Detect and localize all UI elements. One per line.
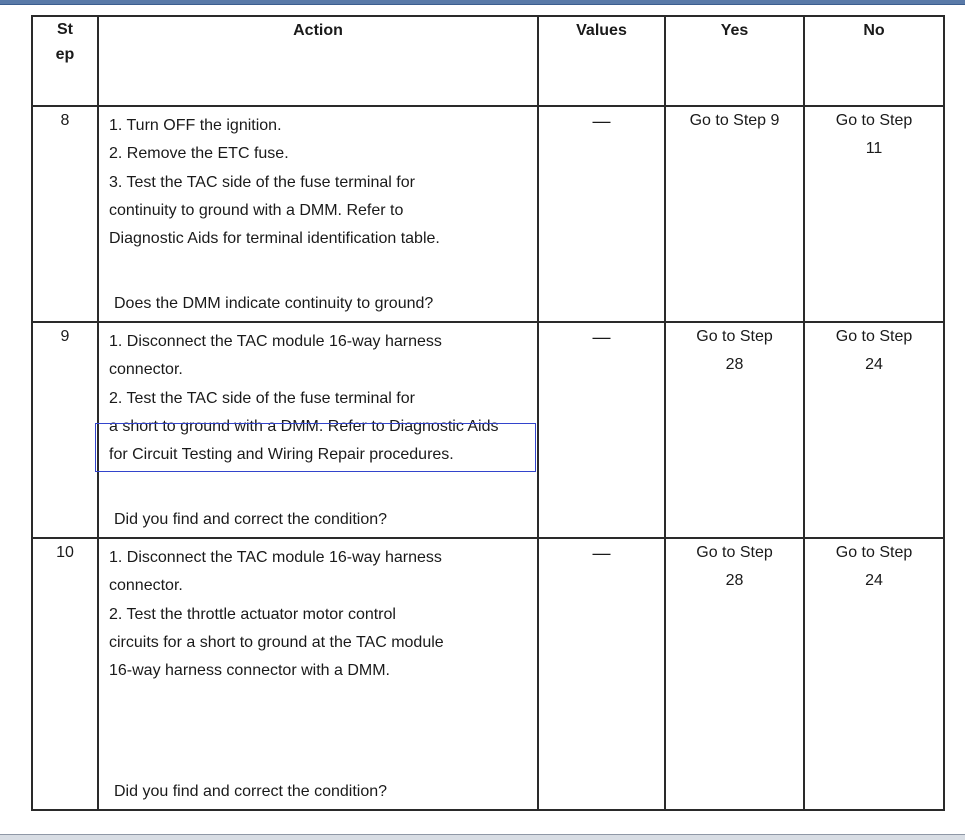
window-top-border xyxy=(0,0,965,5)
action-question: Did you find and correct the condition? xyxy=(114,782,388,800)
action-question: Did you find and correct the condition? xyxy=(114,510,388,528)
action-steps xyxy=(99,539,537,685)
yes-cell xyxy=(665,538,804,810)
values-cell: — xyxy=(538,322,665,538)
action-line: 2. Test the throttle actuator motor control xyxy=(109,605,396,623)
no-line: Go to Step xyxy=(835,328,913,345)
action-line: 3. Test the TAC side of the fuse terminal for xyxy=(109,173,415,191)
yes-cell xyxy=(665,322,804,538)
yes-cell xyxy=(665,106,804,322)
values-cell: — xyxy=(538,538,665,810)
action-line: for Circuit Testing and Wiring Repair procedures. xyxy=(109,446,454,464)
action-steps xyxy=(99,323,537,469)
no-line: 24 xyxy=(865,572,883,590)
yes-line: Go to Step xyxy=(696,328,773,345)
action-line: connector. xyxy=(109,577,183,595)
action-line: Diagnostic Aids for terminal identification table. xyxy=(109,230,440,248)
step-number: 8 xyxy=(32,106,98,322)
diagnostic-table xyxy=(31,15,945,811)
header-no: No xyxy=(804,16,944,106)
action-line: 1. Turn OFF the ignition. xyxy=(109,117,282,134)
no-cell xyxy=(804,538,944,810)
window-bottom-border xyxy=(0,834,965,840)
header-action: Action xyxy=(98,16,538,106)
table-row xyxy=(32,322,944,538)
step-number: 10 xyxy=(32,538,98,810)
no-line: 24 xyxy=(865,356,883,374)
action-line: a short to ground with a DMM. Refer to Diagnostic Aids xyxy=(109,417,499,435)
action-line: 16-way harness connector with a DMM. xyxy=(109,662,390,680)
no-cell xyxy=(804,106,944,322)
table-header-row xyxy=(32,16,944,106)
action-line: 1. Disconnect the TAC module 16-way harness xyxy=(109,549,442,566)
yes-line: Go to Step 9 xyxy=(689,112,780,129)
yes-line: 28 xyxy=(725,356,744,374)
header-values: Values xyxy=(538,16,665,106)
action-question: Does the DMM indicate continuity to ground? xyxy=(114,294,434,312)
values-cell: — xyxy=(538,106,665,322)
table-row xyxy=(32,106,944,322)
table-row xyxy=(32,538,944,810)
action-line: connector. xyxy=(109,361,183,379)
action-line: 1. Disconnect the TAC module 16-way harness xyxy=(109,333,442,350)
header-step-line1: St xyxy=(57,21,73,38)
header-step xyxy=(32,16,98,106)
action-line: 2. Remove the ETC fuse. xyxy=(109,145,289,163)
no-line: Go to Step xyxy=(835,112,913,129)
no-line: Go to Step xyxy=(835,544,913,561)
action-steps xyxy=(99,107,537,253)
action-line: continuity to ground with a DMM. Refer to xyxy=(109,201,404,219)
yes-line: 28 xyxy=(725,572,744,590)
no-cell xyxy=(804,322,944,538)
action-cell xyxy=(98,322,538,538)
yes-line: Go to Step xyxy=(696,544,773,561)
action-line: circuits for a short to ground at the TAC module xyxy=(109,633,444,651)
header-yes: Yes xyxy=(665,16,804,106)
step-number: 9 xyxy=(32,322,98,538)
action-cell xyxy=(98,538,538,810)
action-line: 2. Test the TAC side of the fuse terminal for xyxy=(109,389,415,407)
action-cell xyxy=(98,106,538,322)
no-line: 11 xyxy=(865,140,883,158)
header-step-line2: ep xyxy=(55,46,75,63)
